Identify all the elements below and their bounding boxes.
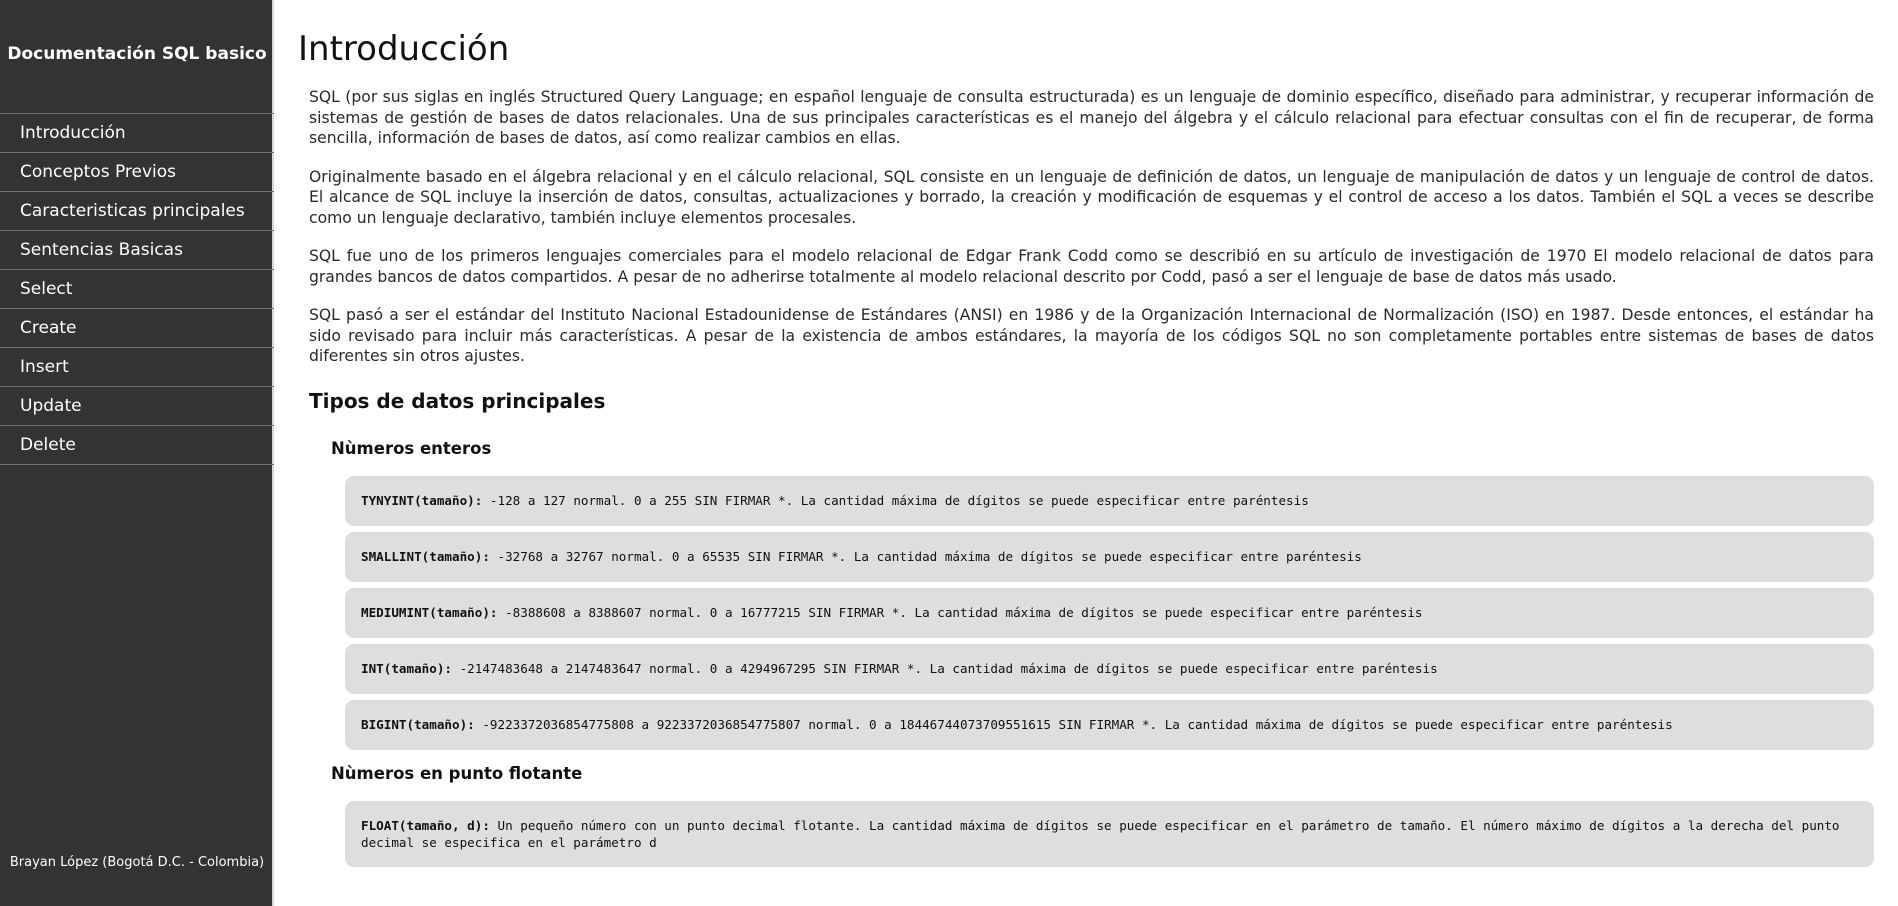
type-term: TYNYINT(tamaño): xyxy=(361,493,483,508)
sidebar-item-delete[interactable]: Delete xyxy=(0,426,274,465)
sidebar-item-create[interactable]: Create xyxy=(0,309,274,348)
intro-paragraph: SQL pasó a ser el estándar del Instituto Nacional Estadounidense de Estándares (ANSI) en 1986 y de la Organización Internacional de Normalización (ISO) en 1987. Desde entonces, el estándar ha sido revisado para incluir más características. A pesar de la existencia de ambos estándares, la mayoría de los códigos SQL no son completamente portables entre sistemas de bases de datos diferentes sin otros ajustes. xyxy=(309,306,1874,365)
type-term: SMALLINT(tamaño): xyxy=(361,549,490,564)
sidebar-item-update[interactable]: Update xyxy=(0,387,274,426)
type-term: MEDIUMINT(tamaño): xyxy=(361,605,498,620)
type-term: FLOAT(tamaño, d): xyxy=(361,817,490,833)
main-content xyxy=(298,0,1874,906)
type-entry xyxy=(345,700,1874,750)
type-term: INT(tamaño): xyxy=(361,661,452,676)
type-entry xyxy=(345,588,1874,638)
sidebar-item-caracteristicas-principales[interactable]: Caracteristicas principales xyxy=(0,192,274,231)
sidebar-nav xyxy=(0,113,274,465)
sidebar xyxy=(0,0,274,906)
type-description: -128 a 127 normal. 0 a 255 SIN FIRMAR *. La cantidad máxima de dígitos se puede especificar entre paréntesis xyxy=(482,493,1309,508)
sidebar-item-insert[interactable]: Insert xyxy=(0,348,274,387)
type-term: BIGINT(tamaño): xyxy=(361,717,475,732)
type-description: -9223372036854775808 a 9223372036854775807 normal. 0 a 18446744073709551615 SIN FIRMAR *. La cantidad máxima de dígitos se puede especificar entre paréntesis xyxy=(474,717,1673,732)
type-entry xyxy=(345,476,1874,526)
type-entry xyxy=(345,532,1874,582)
page-title: Introducción xyxy=(298,29,510,69)
type-entry xyxy=(345,644,1874,694)
types-heading: Tipos de datos principales xyxy=(309,388,606,413)
intro-section xyxy=(298,87,1874,867)
intro-paragraph: SQL (por sus siglas en inglés Structured Query Language; en español lenguaje de consulta estructurada) es un lenguaje de dominio específico, diseñado para administrar, y recuperar información de sistemas de gestión de bases de datos relacionales. Una de sus principales características es el manejo del álgebra y el cálculo relacional para efectuar consultas con el fin de recuperar, de forma sencilla, información de bases de datos, así como realizar cambios en ellas. xyxy=(309,88,1874,147)
type-description: -8388608 a 8388607 normal. 0 a 16777215 SIN FIRMAR *. La cantidad máxima de dígitos se puede especificar entre paréntesis xyxy=(497,605,1423,620)
type-description: -32768 a 32767 normal. 0 a 65535 SIN FIRMAR *. La cantidad máxima de dígitos se puede especificar entre paréntesis xyxy=(489,549,1362,564)
sidebar-item-introduccion[interactable]: Introducción xyxy=(0,114,274,153)
sidebar-item-select[interactable]: Select xyxy=(0,270,274,309)
sidebar-item-conceptos-previos[interactable]: Conceptos Previos xyxy=(0,153,274,192)
type-entry xyxy=(345,801,1874,867)
sidebar-item-sentencias-basicas[interactable]: Sentencias Basicas xyxy=(0,231,274,270)
intro-paragraph: Originalmente basado en el álgebra relacional y en el cálculo relacional, SQL consiste en un lenguaje de definición de datos, un lenguaje de manipulación de datos y un lenguaje de control de datos. El alcance de SQL incluye la inserción de datos, consultas, actualizaciones y borrado, la creación y modificación de esquemas y el control de acceso a los datos. También el SQL a veces se describe como un lenguaje declarativo, también incluye elementos procesales. xyxy=(309,167,1874,227)
sidebar-footer: Brayan López (Bogotá D.C. - Colombia) xyxy=(9,855,265,870)
floats-heading: Nùmeros en punto flotante xyxy=(331,763,583,783)
intro-paragraph: SQL fue uno de los primeros lenguajes comerciales para el modelo relacional de Edgar Frank Codd como se describió en su artículo de investigación de 1970 El modelo relacional de datos para grandes bancos de datos compartidos. A pesar de no adherirse totalmente al modelo relacional descrito por Codd, pasó a ser el lenguaje de base de datos más usado. xyxy=(309,247,1874,286)
float-types-list xyxy=(345,801,1874,867)
type-description: -2147483648 a 2147483647 normal. 0 a 4294967295 SIN FIRMAR *. La cantidad máxima de dígitos se puede especificar entre paréntesis xyxy=(452,661,1438,676)
integers-heading: Nùmeros enteros xyxy=(331,438,492,458)
integer-types-list xyxy=(345,476,1874,750)
type-description: Un pequeño número con un punto decimal flotante. La cantidad máxima de dígitos se puede especificar en el parámetro de tamaño. El número máximo de dígitos a la derecha del punto decimal se especifica en el parámetro d xyxy=(361,817,1840,850)
sidebar-title: Documentación SQL basico xyxy=(7,44,267,64)
